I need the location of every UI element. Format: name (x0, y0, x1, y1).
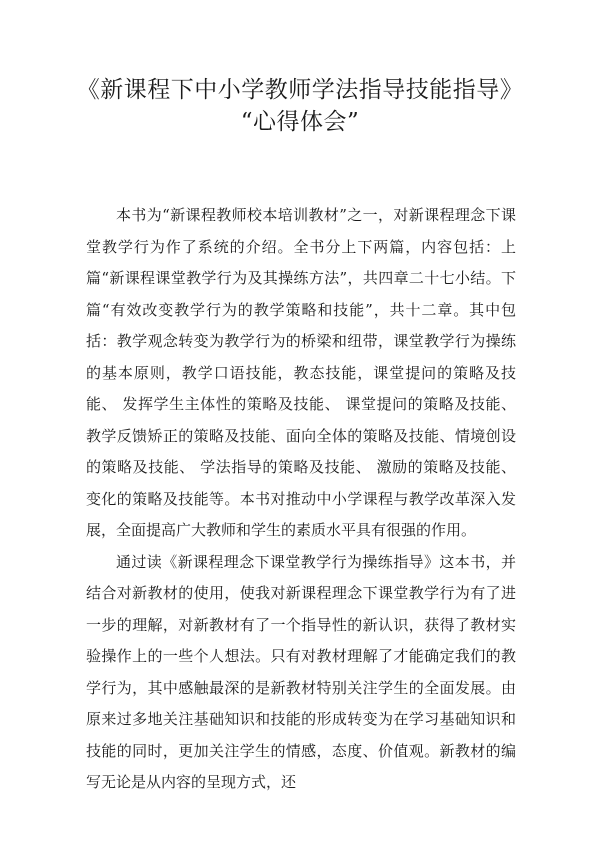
paragraph: 本书为“新课程教师校本培训教材”之一，对新课程理念下课堂教学行为作了系统的介绍。全书分上下两篇，内容包括：上篇“新课程课堂教学行为及其操练方法”，共四章二十七小结。下篇“有效改变教学行为的教学策略和技能”，共十二章。其中包括：教学观念转变为教学行为的桥梁和纽带，课堂教学行为操练的基本原则，教学口语技能，教态技能，课堂提问的策略及技能、 发挥学生主体性的策略及技能、 课堂提问的策略及技能、 教学反馈矫正的策略及技能、面向全体的策略及技能、情境创设的策略及技能、 学法指导的策略及技能、 激励的策略及技能、 变化的策略及技能等。本书对推动中小学课程与教学改革深入发展，全面提高广大教师和学生的素质水平具有很强的作用。 (86, 206, 516, 539)
paragraph: 通过读《新课程理念下课堂教学行为操练指导》这本书，并结合对新教材的使用，使我对新课程理念下课堂教学行为有了进一步的理解，对新教材有了一个指导性的新认识，获得了教材实验操作上的一些个人想法。只有对教材理解了才能确定我们的教学行为，其中感触最深的是新教材特别关注学生的全面发展。由原来过多地关注基础知识和技能的形成转变为在学习基础知识和技能的同时，更加关注学生的情感，态度、价值观。新教材的编写无论是从内容的呈现方式，还 (86, 552, 516, 791)
document-title-line-1: 《新课程下中小学教师学法指导技能指导》 (76, 77, 524, 103)
document-body (86, 200, 516, 799)
document-title-line-2: “心得体会” (240, 109, 360, 135)
